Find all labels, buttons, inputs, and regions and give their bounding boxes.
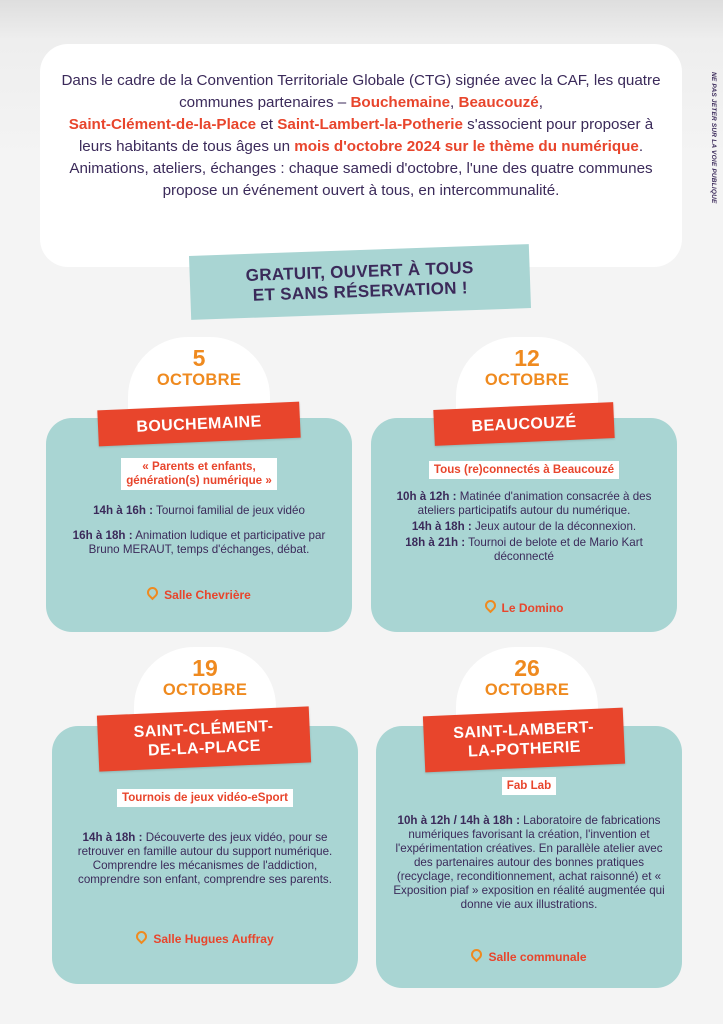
event-subtitle: Tous (re)connectés à Beaucouzé (429, 461, 619, 479)
event-item (392, 814, 666, 912)
commune-name: BOUCHEMAINE (136, 412, 262, 436)
event-description: Découverte des jeux vidéo, pour se retrouver en famille autour du support numérique. Comprendre les mécanismes de l'addiction, comprendre son enfant, comprendre ses parents. (77, 831, 333, 886)
commune-name: BEAUCOUZÉ (471, 413, 577, 435)
commune-name-line-1: SAINT-CLÉMENT- (133, 717, 274, 742)
subtitle-line-2: génération(s) numérique » (126, 474, 272, 487)
event-time: 14h à 16h : (93, 504, 154, 517)
event-day: 5 (192, 345, 206, 371)
event-time: 10h à 12h / 14h à 18h : (397, 814, 520, 827)
event-month: OCTOBRE (156, 371, 242, 389)
intro-highlight: mois d'octobre 2024 sur le thème du numérique (294, 138, 639, 155)
free-entry-banner (189, 244, 531, 320)
banner-line-1: GRATUIT, OUVERT À TOUS (245, 258, 474, 285)
event-item (389, 520, 659, 534)
banner-line-2: ET SANS RÉSERVATION ! (252, 278, 469, 305)
intro-text-3: , (538, 94, 543, 111)
event-item (389, 536, 659, 564)
event-time: 18h à 21h : (405, 536, 466, 549)
location-pin-icon (145, 585, 161, 601)
event-venue (46, 586, 352, 604)
event-time: 14h à 18h : (82, 831, 143, 844)
intro-text-box (40, 44, 682, 267)
intro-text-6: . Animations, ateliers, échanges : chaque samedi d'octobre, l'une des quatre communes propose un événement ouvert à tous, en intercommunalité. (69, 138, 653, 199)
commune-label-saint-lambert (423, 708, 625, 773)
commune-label-saint-clement (97, 706, 311, 771)
commune-name-line-2: DE-LA-PLACE (147, 737, 262, 760)
event-description: Matinée d'animation consacrée à des ateliers participatifs autour du numérique. (417, 490, 652, 517)
event-item (68, 504, 330, 518)
location-pin-icon (482, 598, 498, 614)
event-day: 19 (192, 655, 218, 681)
commune-saint-lambert: Saint-Lambert-la-Potherie (277, 116, 463, 133)
side-note: NE PAS JETER SUR LA VOIE PUBLIQUE (710, 72, 717, 204)
intro-text-2: , (450, 94, 459, 111)
commune-beaucouze: Beaucouzé (458, 94, 539, 111)
event-item (68, 529, 330, 557)
event-time: 10h à 12h : (396, 490, 457, 503)
event-venue (376, 948, 682, 966)
event-item (74, 831, 336, 887)
intro-text-5: s'associent pour proposer à leurs habitants de tous âges un (78, 116, 654, 155)
event-subtitle (121, 458, 277, 490)
commune-name-line-2: LA-POTHERIE (467, 738, 582, 761)
location-pin-icon (134, 929, 150, 945)
venue-label: Salle Hugues Auffray (153, 932, 274, 946)
event-card-beaucouze (371, 418, 677, 632)
event-description: Tournoi familial de jeux vidéo (153, 504, 305, 517)
venue-label: Salle communale (488, 950, 587, 964)
event-day: 26 (514, 655, 540, 681)
subtitle-line-1: « Parents et enfants, (142, 460, 256, 473)
event-venue (52, 930, 358, 948)
event-venue (371, 599, 677, 617)
event-month: OCTOBRE (162, 681, 248, 699)
event-card-bouchemaine (46, 418, 352, 632)
venue-label: Salle Chevrière (164, 588, 251, 602)
commune-name-line-1: SAINT-LAMBERT- (452, 718, 595, 743)
event-description: Tournoi de belote et de Mario Kart déconnecté (465, 536, 643, 563)
event-item (389, 490, 659, 518)
intro-text-4: et (256, 116, 278, 133)
event-subtitle: Tournois de jeux vidéo-eSport (117, 789, 293, 807)
event-time: 14h à 18h : (411, 520, 472, 533)
event-subtitle: Fab Lab (502, 777, 556, 795)
venue-label: Le Domino (501, 601, 564, 615)
event-month: OCTOBRE (484, 681, 570, 699)
intro-text-1: Dans le cadre de la Convention Territoriale Globale (CTG) signée avec la CAF, les quatre communes partenaires – (61, 72, 661, 111)
event-description: Jeux autour de la déconnexion. (471, 520, 637, 533)
event-time: 16h à 18h : (72, 529, 133, 542)
commune-saint-clement: Saint-Clément-de-la-Place (68, 116, 257, 133)
commune-bouchemaine: Bouchemaine (350, 94, 451, 111)
event-month: OCTOBRE (484, 371, 570, 389)
event-description: Animation ludique et participative par Bruno MERAUT, temps d'échanges, débat. (88, 529, 326, 556)
location-pin-icon (469, 947, 485, 963)
event-day: 12 (514, 345, 540, 371)
event-description: Laboratoire de fabrications numériques favorisant la création, l'invention et l'expérimentation créatives. En parallèle atelier avec des partenaires autour des bonnes pratiques (recyclage, reconditionnement, achat raisonné) et « Exposition piaf » exposition en réalité augmentée qui donne vie aux illustrations. (393, 814, 665, 911)
